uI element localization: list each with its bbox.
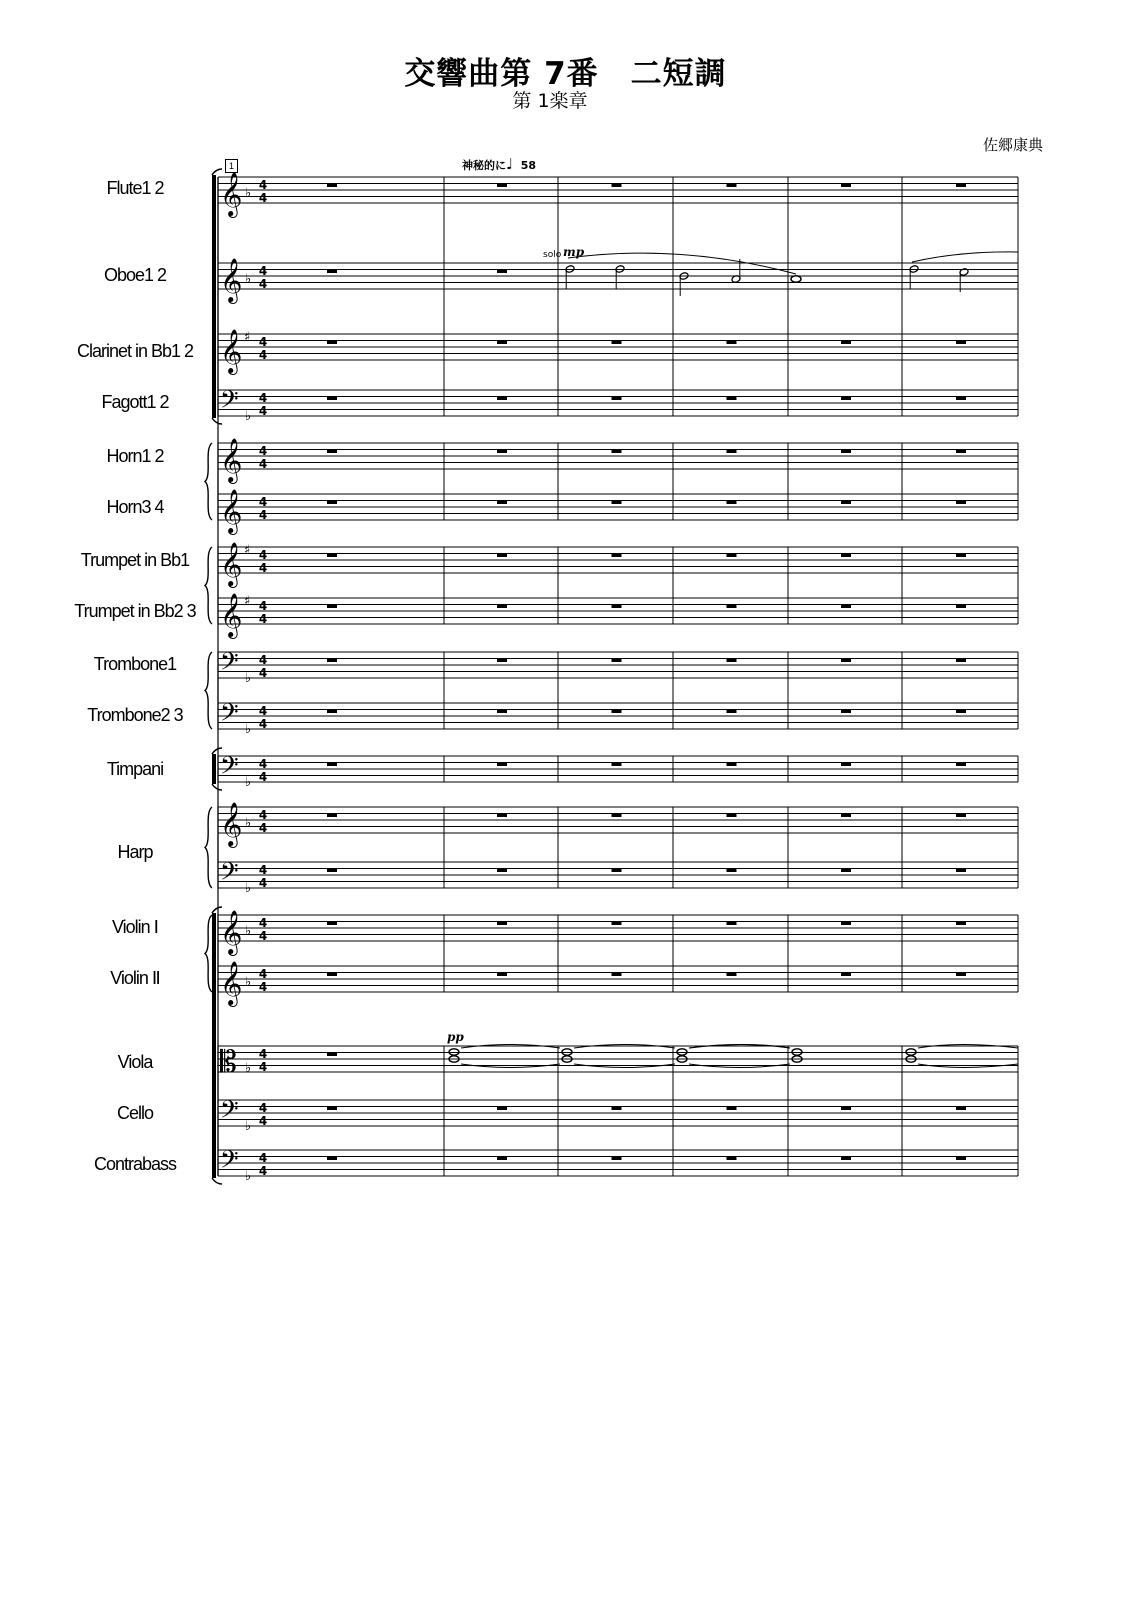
whole-rest	[497, 973, 507, 977]
time-signature-numerator: 4	[258, 863, 268, 877]
whole-rest	[497, 814, 507, 818]
whole-rest	[956, 1157, 966, 1161]
whole-rest	[727, 1157, 737, 1161]
instrument-label-horn12: Horn1 2	[106, 446, 164, 466]
time-signature-numerator: 4	[258, 808, 268, 822]
instrument-label-trumpet1: Trumpet in Bb1	[80, 550, 190, 570]
instrument-label-viola: Viola	[117, 1052, 153, 1072]
whole-rest	[497, 270, 507, 274]
whole-rest	[727, 501, 737, 505]
whole-rest	[327, 710, 337, 714]
rehearsal-mark: 1	[225, 159, 238, 173]
time-signature-denominator: 4	[258, 1060, 268, 1074]
instrument-label-oboe: Oboe1 2	[103, 265, 167, 285]
whole-rest	[841, 501, 851, 505]
treble-clef-icon: 𝄞	[220, 438, 243, 482]
time-signature-numerator: 4	[258, 653, 268, 667]
whole-rest	[612, 450, 622, 454]
whole-rest	[727, 710, 737, 714]
bass-clef-icon: 𝄢	[220, 698, 239, 732]
instrument-label-fagott: Fagott1 2	[101, 392, 169, 412]
time-signature-numerator: 4	[258, 599, 268, 613]
whole-rest	[727, 450, 737, 454]
whole-rest	[612, 869, 622, 873]
whole-rest	[956, 184, 966, 188]
whole-rest	[612, 1157, 622, 1161]
whole-rest	[841, 710, 851, 714]
bass-clef-icon: 𝄢	[220, 1145, 239, 1179]
oboe-dynamic: mp	[563, 245, 585, 259]
whole-rest	[727, 973, 737, 977]
whole-rest	[327, 184, 337, 188]
whole-rest	[612, 184, 622, 188]
whole-rest	[841, 554, 851, 558]
viola-dynamic: pp	[447, 1030, 464, 1044]
whole-rest	[841, 341, 851, 345]
whole-rest	[327, 659, 337, 663]
instrument-label-cello: Cello	[116, 1103, 154, 1123]
whole-rest	[497, 341, 507, 345]
instrument-label-trombone23: Trombone2 3	[87, 705, 183, 725]
flat-icon: ♭	[245, 409, 252, 424]
instrument-label-violin2: Violin Ⅱ	[110, 968, 160, 988]
composer-name: 佐郷康典	[982, 136, 1043, 154]
whole-rest	[327, 1107, 337, 1111]
oboe-whole-note	[791, 276, 801, 282]
time-signature-numerator: 4	[258, 444, 268, 458]
whole-rest	[612, 814, 622, 818]
whole-rest	[327, 341, 337, 345]
whole-rest	[612, 922, 622, 926]
trumpet-brace	[205, 547, 212, 624]
whole-rest	[841, 1157, 851, 1161]
whole-rest	[727, 814, 737, 818]
violin-brace	[205, 915, 212, 992]
whole-rest	[727, 554, 737, 558]
time-signature-denominator: 4	[258, 717, 268, 731]
time-signature-denominator: 4	[258, 1164, 268, 1178]
strings-bracket	[212, 913, 216, 1178]
whole-rest	[327, 763, 337, 767]
whole-rest	[956, 341, 966, 345]
bass-clef-icon: 𝄢	[220, 1095, 239, 1129]
harp-brace	[205, 807, 212, 888]
whole-rest	[841, 450, 851, 454]
treble-clef-icon: 𝄞	[220, 329, 243, 373]
time-signature-denominator: 4	[258, 980, 268, 994]
time-signature-denominator: 4	[258, 929, 268, 943]
whole-rest	[956, 710, 966, 714]
whole-rest	[497, 397, 507, 401]
treble-clef-icon: 𝄞	[220, 489, 243, 533]
whole-rest	[841, 973, 851, 977]
whole-rest	[612, 341, 622, 345]
whole-rest	[727, 605, 737, 609]
whole-rest	[727, 341, 737, 345]
time-signature-denominator: 4	[258, 457, 268, 471]
treble-clef-icon: 𝄞	[220, 593, 243, 637]
whole-rest	[612, 973, 622, 977]
whole-rest	[956, 973, 966, 977]
whole-rest	[727, 184, 737, 188]
flat-icon: ♭	[245, 671, 252, 686]
flat-icon: ♭	[245, 975, 252, 990]
timpani-bracket	[212, 754, 216, 784]
whole-rest	[956, 605, 966, 609]
whole-rest	[727, 1107, 737, 1111]
flat-icon: ♭	[245, 1119, 252, 1134]
whole-rest	[612, 659, 622, 663]
bass-clef-icon: 𝄢	[220, 751, 239, 785]
time-signature-numerator: 4	[258, 967, 268, 981]
instrument-label-timpani: Timpani	[106, 759, 164, 779]
time-signature-denominator: 4	[258, 666, 268, 680]
bass-clef-icon: 𝄢	[220, 385, 239, 419]
whole-rest	[727, 922, 737, 926]
treble-clef-icon: 𝄞	[220, 172, 243, 216]
whole-rest	[727, 397, 737, 401]
whole-rest	[497, 501, 507, 505]
whole-rest	[841, 763, 851, 767]
whole-rest	[497, 184, 507, 188]
flat-icon: ♭	[245, 272, 252, 287]
time-signature-denominator: 4	[258, 277, 268, 291]
time-signature-denominator: 4	[258, 612, 268, 626]
time-signature-denominator: 4	[258, 404, 268, 418]
movement-subtitle: 第 1楽章	[512, 90, 588, 112]
time-signature-numerator: 4	[258, 1101, 268, 1115]
score-title: 交響曲第 7番 二短調	[404, 56, 727, 92]
instrument-label-flute: Flute1 2	[106, 178, 164, 198]
whole-rest	[727, 659, 737, 663]
whole-rest	[956, 763, 966, 767]
time-signature-denominator: 4	[258, 1114, 268, 1128]
whole-rest	[327, 554, 337, 558]
instrument-label-harp: Harp	[117, 842, 153, 862]
instrument-label-trombone1: Trombone1	[93, 654, 177, 674]
sharp-icon: ♯	[244, 594, 251, 609]
time-signature-numerator: 4	[258, 757, 268, 771]
whole-rest	[327, 1053, 337, 1057]
whole-rest	[497, 1107, 507, 1111]
whole-rest	[327, 922, 337, 926]
whole-rest	[956, 659, 966, 663]
whole-rest	[956, 869, 966, 873]
whole-rest	[612, 763, 622, 767]
whole-rest	[956, 1107, 966, 1111]
time-signature-numerator: 4	[258, 1047, 268, 1061]
time-signature-numerator: 4	[258, 704, 268, 718]
horn-brace	[205, 443, 212, 520]
instrument-label-trumpet23: Trumpet in Bb2 3	[74, 601, 196, 621]
time-signature-numerator: 4	[258, 264, 268, 278]
flat-icon: ♭	[245, 881, 252, 896]
treble-clef-icon: 𝄞	[220, 542, 243, 586]
sharp-icon: ♯	[244, 330, 251, 345]
whole-rest	[956, 397, 966, 401]
time-signature-numerator: 4	[258, 1151, 268, 1165]
whole-rest	[327, 501, 337, 505]
time-signature-denominator: 4	[258, 561, 268, 575]
whole-rest	[841, 605, 851, 609]
flat-icon: ♭	[245, 924, 252, 939]
flat-icon: ♭	[245, 186, 252, 201]
whole-rest	[727, 869, 737, 873]
whole-rest	[327, 1157, 337, 1161]
whole-rest	[612, 397, 622, 401]
whole-rest	[727, 763, 737, 767]
whole-rest	[956, 922, 966, 926]
whole-rest	[497, 605, 507, 609]
whole-rest	[497, 763, 507, 767]
oboe-slur	[568, 253, 796, 274]
whole-rest	[497, 869, 507, 873]
oboe-solo-text: solo	[543, 250, 562, 260]
whole-rest	[956, 554, 966, 558]
time-signature-numerator: 4	[258, 335, 268, 349]
time-signature-denominator: 4	[258, 508, 268, 522]
treble-clef-icon: 𝄞	[220, 910, 243, 954]
whole-rest	[841, 814, 851, 818]
time-signature-denominator: 4	[258, 876, 268, 890]
tempo-text: 神秘的に	[462, 159, 506, 172]
instrument-label-contrabass: Contrabass	[93, 1154, 177, 1174]
flat-icon: ♭	[245, 1169, 252, 1184]
whole-rest	[841, 869, 851, 873]
alto-clef-icon: 𝄡	[220, 1045, 237, 1080]
whole-rest	[841, 184, 851, 188]
time-signature-denominator: 4	[258, 770, 268, 784]
oboe-slur	[912, 252, 1018, 262]
whole-rest	[612, 501, 622, 505]
flat-icon: ♭	[245, 722, 252, 737]
flat-icon: ♭	[245, 775, 252, 790]
instrument-label-horn34: Horn3 4	[106, 497, 164, 517]
whole-rest	[841, 397, 851, 401]
bass-clef-icon: 𝄢	[220, 647, 239, 681]
whole-rest	[497, 450, 507, 454]
flat-icon: ♭	[245, 816, 252, 831]
trombone-brace	[205, 652, 212, 729]
whole-rest	[612, 710, 622, 714]
whole-rest	[956, 501, 966, 505]
whole-rest	[497, 710, 507, 714]
whole-rest	[497, 922, 507, 926]
time-signature-numerator: 4	[258, 391, 268, 405]
whole-rest	[327, 869, 337, 873]
whole-rest	[497, 1157, 507, 1161]
tempo-bpm: 58	[520, 159, 537, 172]
quarter-note-icon: ♩	[506, 155, 514, 173]
flat-icon: ♭	[245, 1061, 252, 1076]
time-signature-denominator: 4	[258, 191, 268, 205]
sharp-icon: ♯	[244, 543, 251, 558]
whole-rest	[841, 922, 851, 926]
treble-clef-icon: 𝄞	[220, 961, 243, 1005]
whole-rest	[327, 270, 337, 274]
whole-rest	[956, 450, 966, 454]
woodwind-bracket	[212, 175, 216, 418]
time-signature-numerator: 4	[258, 178, 268, 192]
instrument-label-clarinet: Clarinet in Bb1 2	[76, 341, 194, 361]
treble-clef-icon: 𝄞	[220, 802, 243, 846]
whole-rest	[327, 605, 337, 609]
whole-rest	[612, 1107, 622, 1111]
whole-rest	[327, 973, 337, 977]
treble-clef-icon: 𝄞	[220, 258, 243, 302]
whole-rest	[612, 554, 622, 558]
whole-rest	[841, 1107, 851, 1111]
instrument-label-violin1: Violin Ⅰ	[111, 917, 158, 937]
time-signature-denominator: 4	[258, 348, 268, 362]
whole-rest	[497, 659, 507, 663]
time-signature-denominator: 4	[258, 821, 268, 835]
whole-rest	[612, 605, 622, 609]
time-signature-numerator: 4	[258, 548, 268, 562]
time-signature-numerator: 4	[258, 495, 268, 509]
whole-rest	[841, 659, 851, 663]
whole-rest	[327, 814, 337, 818]
whole-rest	[327, 397, 337, 401]
whole-rest	[327, 450, 337, 454]
whole-rest	[497, 554, 507, 558]
whole-rest	[956, 814, 966, 818]
bass-clef-icon: 𝄢	[220, 857, 239, 891]
time-signature-numerator: 4	[258, 916, 268, 930]
